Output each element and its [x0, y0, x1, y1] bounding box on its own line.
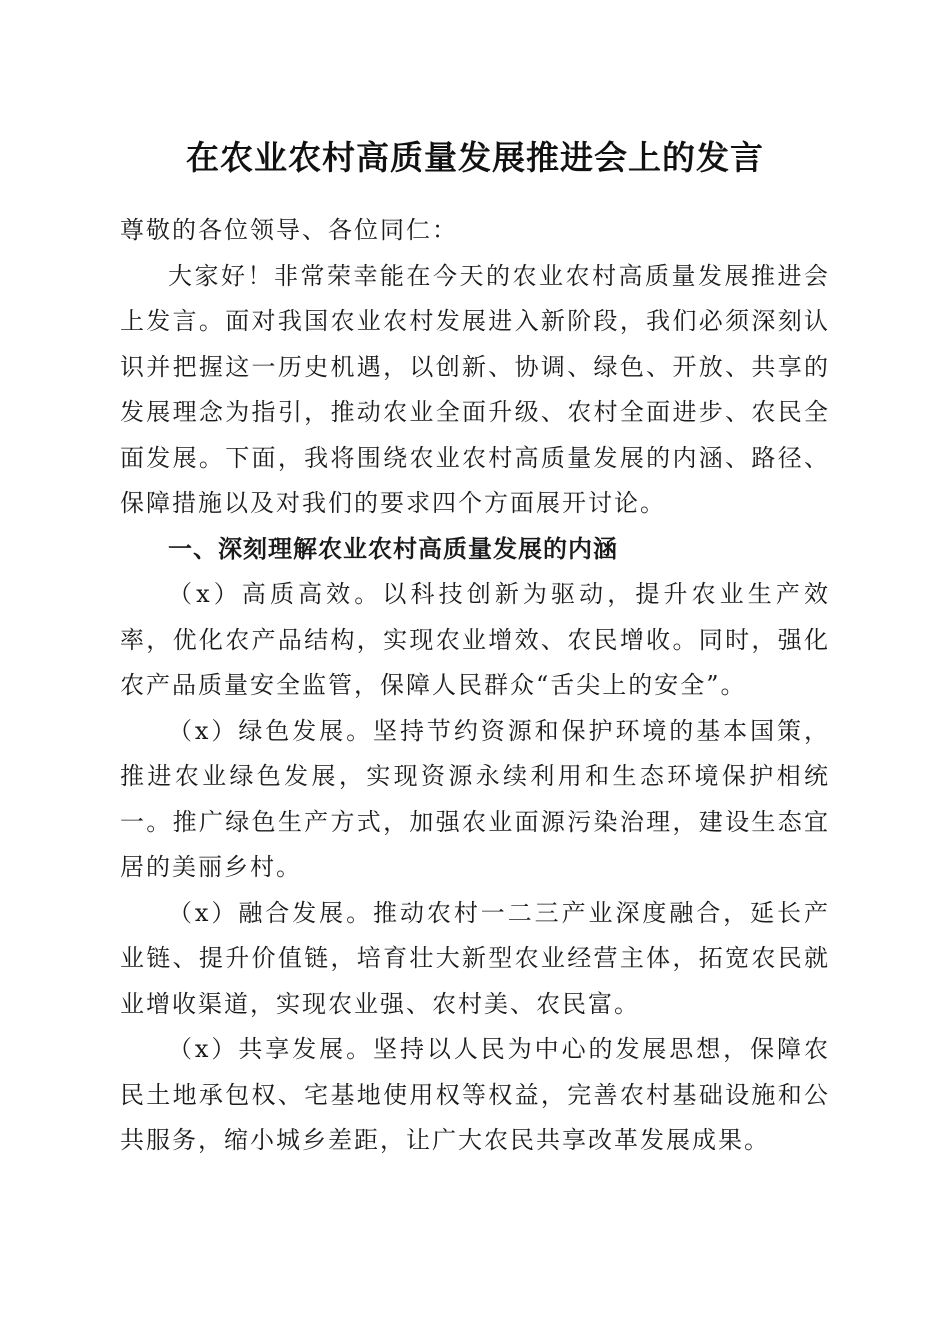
- document-title: 在农业农村高质量发展推进会上的发言: [186, 138, 764, 177]
- document-body: [120, 208, 830, 1164]
- section-item-green: （x）绿色发展。坚持节约资源和保护环境的基本国策，推进农业绿色发展，实现资源永续利用和生态环境保护相统一。推广绿色生产方式，加强农业面源污染治理，建设生态宜居的美丽乡村。: [120, 716, 830, 881]
- intro-paragraph: 大家好！非常荣幸能在今天的农业农村高质量发展推进会上发言。面对我国农业农村发展进入新阶段，我们必须深刻认识并把握这一历史机遇，以创新、协调、绿色、开放、共享的发展理念为指引，推动农业全面升级、农村全面进步、农民全面发展。下面，我将围绕农业农村高质量发展的内涵、路径、保障措施以及对我们的要求四个方面展开讨论。: [120, 261, 830, 517]
- section-item-sharing: （x）共享发展。坚持以人民为中心的发展思想，保障农民土地承包权、宅基地使用权等权益，完善农村基础设施和公共服务，缩小城乡差距，让广大农民共享改革发展成果。: [120, 1035, 830, 1154]
- salutation: 尊敬的各位领导、各位同仁：: [120, 216, 458, 244]
- section-item-integration: （x）融合发展。推动农村一二三产业深度融合，延长产业链、提升价值链，培育壮大新型农业经营主体，拓宽农民就业增收渠道，实现农业强、农村美、农民富。: [120, 898, 830, 1018]
- section-heading: 一、深刻理解农业农村高质量发展的内涵: [168, 534, 618, 563]
- document-page: [120, 128, 830, 1154]
- section-item-high-quality: （x）高质高效。以科技创新为驱动，提升农业生产效率，优化农产品结构，实现农业增效、农民增收。同时，强化农产品质量安全监管，保障人民群众“舌尖上的安全”。: [120, 580, 830, 699]
